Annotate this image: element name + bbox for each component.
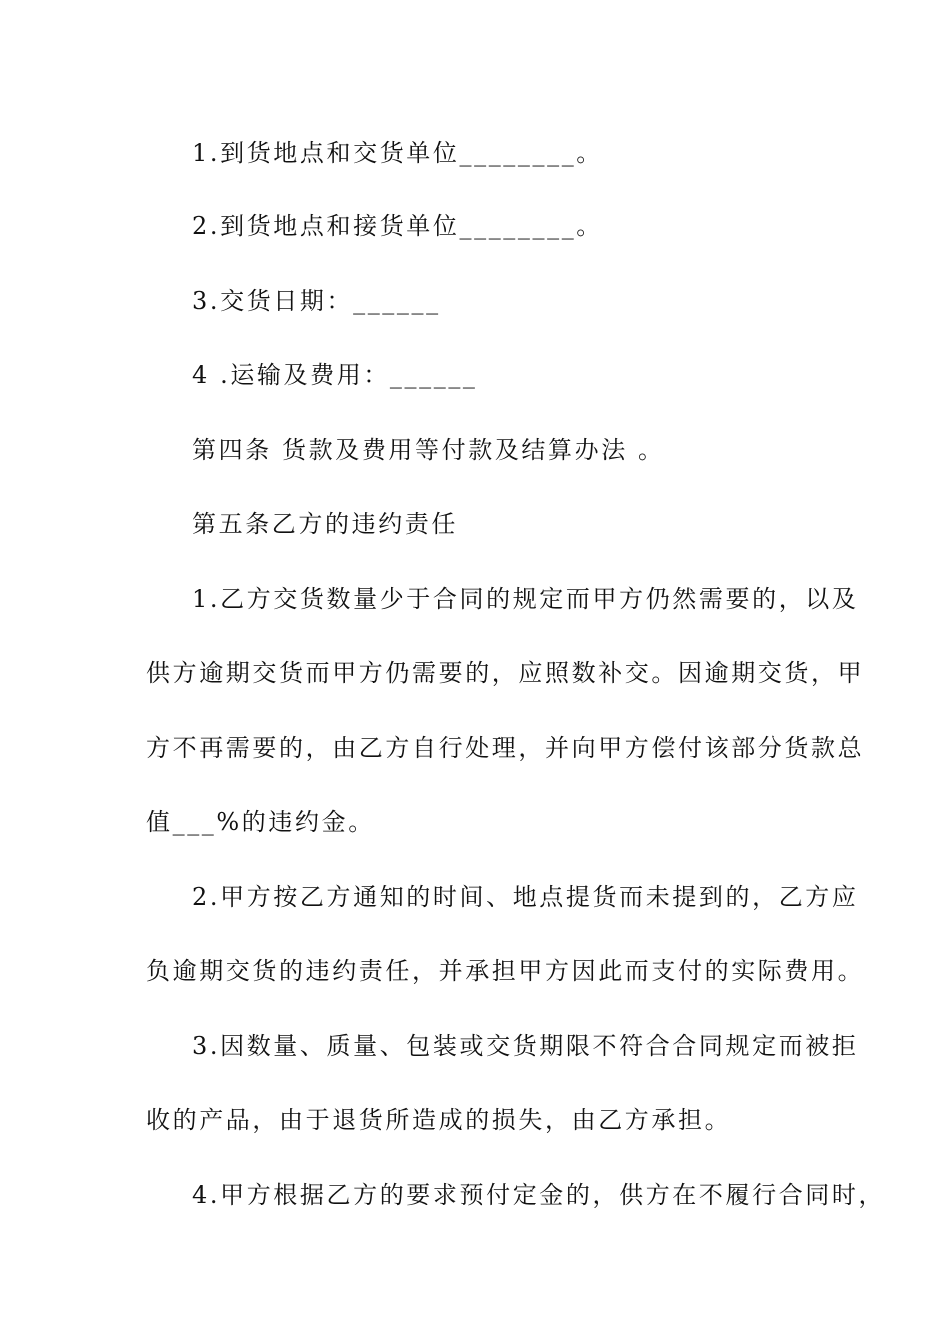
paragraph-line: 供方逾期交货而甲方仍需要的，应照数补交。因逾期交货，甲 xyxy=(146,659,865,687)
paragraph-line: 1.乙方交货数量少于合同的规定而甲方仍然需要的，以及 xyxy=(192,585,859,613)
paragraph-line: 值___%的违约金。 xyxy=(146,808,375,836)
clause-delivery-location-unit: 1.到货地点和交货单位________。 xyxy=(192,139,603,167)
paragraph-line: 收的产品，由于退货所造成的损失，由乙方承担。 xyxy=(146,1106,732,1134)
article-four-heading: 第四条 货款及费用等付款及结算办法 。 xyxy=(192,436,665,464)
paragraph-line: 方不再需要的，由乙方自行处理，并向甲方偿付该部分货款总 xyxy=(146,734,865,762)
clause-transport-cost: 4 .运输及费用：______ xyxy=(192,361,478,389)
article-five-heading: 第五条乙方的违约责任 xyxy=(192,510,458,538)
paragraph-line: 2.甲方按乙方通知的时间、地点提货而未提到的，乙方应 xyxy=(192,883,859,911)
paragraph-line: 3.因数量、质量、包装或交货期限不符合合同规定而被拒 xyxy=(192,1032,859,1060)
clause-delivery-date: 3.交货日期：______ xyxy=(192,287,441,315)
clause-arrival-receiving-unit: 2.到货地点和接货单位________。 xyxy=(192,212,603,240)
paragraph-line: 4.甲方根据乙方的要求预付定金的，供方在不履行合同时， xyxy=(192,1181,886,1209)
paragraph-line: 负逾期交货的违约责任，并承担甲方因此而支付的实际费用。 xyxy=(146,957,865,985)
